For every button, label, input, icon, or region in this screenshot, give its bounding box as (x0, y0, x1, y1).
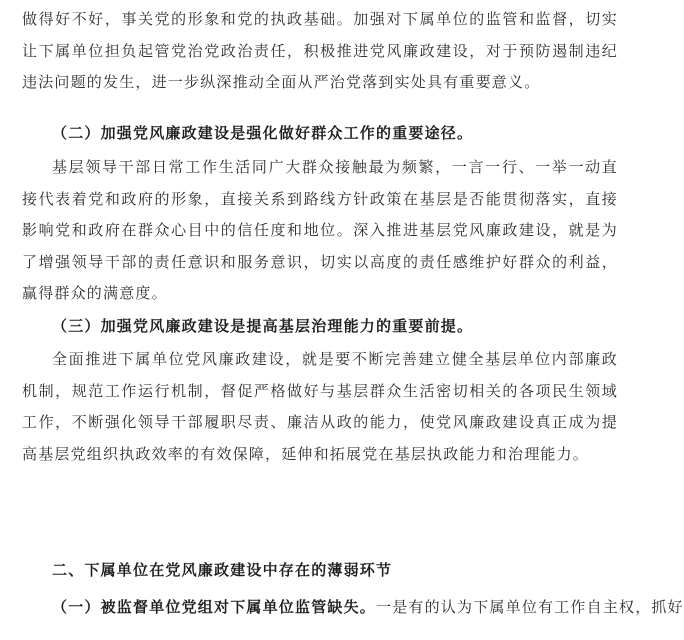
paragraph-4-bold-lead: （一）被监督单位党组对下属单位监管缺失。 (52, 598, 377, 616)
subheading-3: （三）加强党风廉政建设是提高基层治理能力的重要前提。 (52, 317, 474, 335)
body-paragraph-3: 全面推进下属单位党风廉政建设，就是要不断完善建立健全基层单位内部廉政机制，规范工作运行机制，督促严格做好与基层群众生活密切相关的各项民生领域工作，不断强化领导干部履职尽责、廉洁从政的能力，使党风廉政建设真正成为提高基层党组织执政效率的有效保障，延伸和拓展党在基层执政能力和治理能力。 (22, 350, 618, 463)
body-paragraph-4 (52, 592, 684, 624)
paragraph-4-text: 一是有的认为下属单位有工作自主权，抓好 (376, 598, 684, 616)
body-paragraph-1: 做得好不好，事关党的形象和党的执政基础。加强对下属单位的监管和监督，切实让下属单位担负起管党治党政治责任，积极推进党风廉政建设，对于预防遏制违纪违法问题的发生，进一步纵深推动全面从严治党落到实处具有重要意义。 (22, 10, 618, 91)
body-paragraph-2: 基层领导干部日常工作生活同广大群众接触最为频繁，一言一行、一举一动直接代表着党和政府的形象，直接关系到路线方针政策在基层是否能贯彻落实，直接影响党和政府在群众心目中的信任度和地位。深入推进基层党风廉政建设，就是为了增强领导干部的责任意识和服务意识，切实以高度的责任感维护好群众的利益，赢得群众的满意度。 (22, 158, 618, 302)
section-heading-2: 二、下属单位在党风廉政建设中存在的薄弱环节 (52, 561, 393, 579)
subheading-2: （二）加强党风廉政建设是强化做好群众工作的重要途径。 (52, 124, 474, 142)
